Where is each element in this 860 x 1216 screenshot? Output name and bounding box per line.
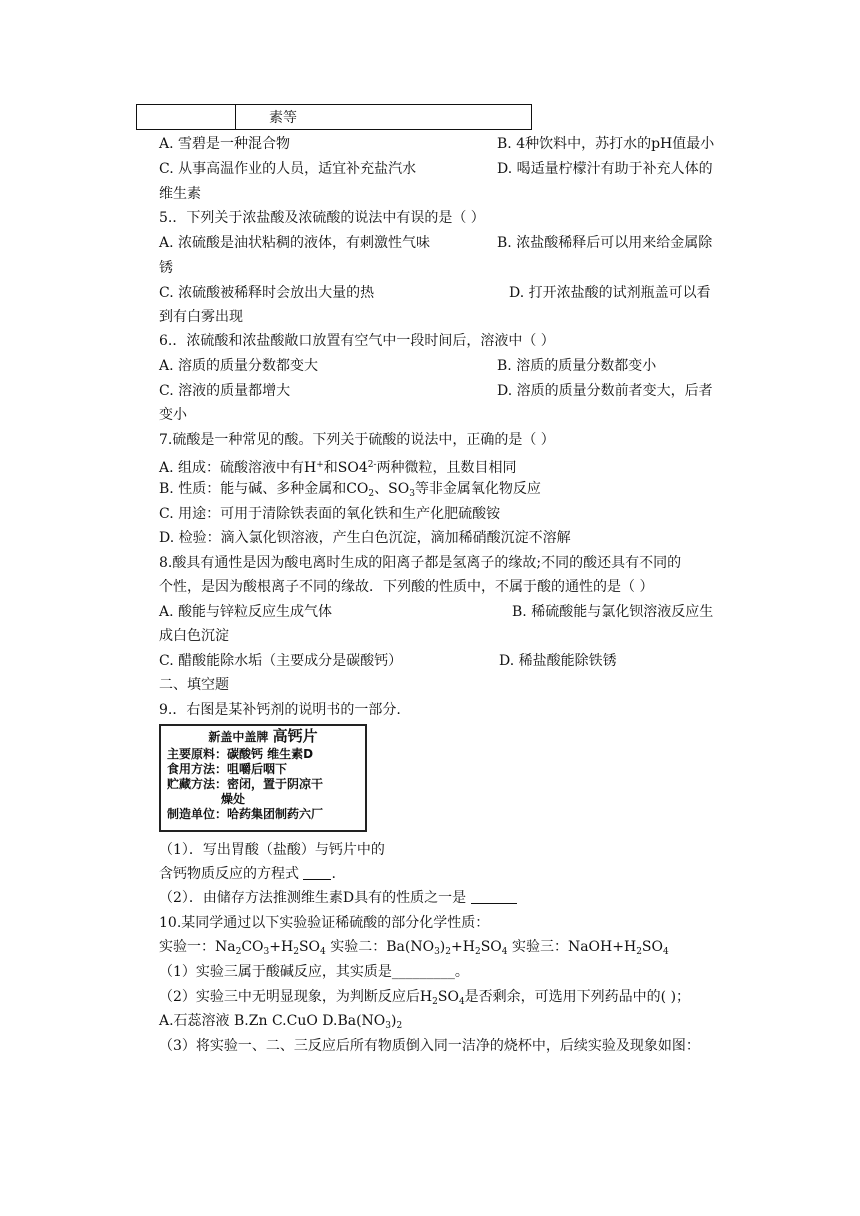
label-row-ingredients: 主要原料：碳酸钙 维生素D	[167, 747, 314, 761]
q4-option-d-cont: 维生素	[159, 186, 201, 202]
q9-part1-line1: （1）．写出胃酸（盐酸）与钙片中的	[159, 842, 385, 858]
answer-blank[interactable]	[303, 865, 331, 880]
q5-option-d: D. 打开浓盐酸的试剂瓶盖可以看	[509, 285, 711, 301]
q8-option-d: D. 稀盐酸能除铁锈	[499, 653, 617, 669]
label-row-storage: 贮藏方法：密闭，置于阴凉干	[167, 777, 324, 791]
q9-stem: 9.．右图是某补钙剂的说明书的一部分.	[159, 702, 401, 718]
label-row-usage: 食用方法：咀嚼后咽下	[167, 762, 288, 776]
q7-option-a: A. 组成：硫酸溶液中有H+和$SO4^{2-}$两种微粒，且数目相同	[159, 460, 517, 476]
q5-option-a: A. 浓硫酸是油状粘稠的液体，有刺激性气味	[159, 235, 431, 251]
q8-option-a: A. 酸能与锌粒反应生成气体	[159, 604, 333, 620]
q9-part1-line2: 含钙物质反应的方程式 .	[159, 866, 336, 882]
q8-option-b-cont: 成白色沉淀	[159, 628, 229, 644]
q5-option-b: B. 浓盐酸稀释后可以用来给金属除	[497, 235, 713, 251]
q7-stem: 7.硫酸是一种常见的酸。下列关于硫酸的说法中，正确的是（ ）	[159, 432, 555, 448]
q9-part2: （2）．由储存方法推测维生素D具有的性质之一是	[159, 888, 517, 908]
q7-option-b: B. 性质：能与碱、多种金属和$CO_2$、$SO_3$等非金属氧化物反应	[159, 481, 541, 499]
q6-option-c: C. 溶液的质量都增大	[159, 383, 291, 399]
label-row-storage-cont: 燥处	[221, 792, 246, 806]
q4-option-d: D. 喝适量柠檬汁有助于补充人体的	[497, 161, 713, 177]
q8-option-b: B. 稀硫酸能与氯化钡溶液反应生	[512, 604, 714, 620]
table-fragment	[136, 104, 532, 130]
q8-option-c: C. 醋酸能除水垢（主要成分是碳酸钙）	[159, 653, 403, 669]
q10-experiments: 实验一：$Na_2CO_3+H_2SO_4$ 实验二：$Ba(NO_3)_2+H_2SO_4$ 实验三：$NaOH+H_2SO_4$	[159, 939, 669, 957]
q7-option-d: D. 检验：滴入氯化钡溶液，产生白色沉淀，滴加稀硝酸沉淀不溶解	[159, 530, 571, 546]
q4-option-c: C. 从事高温作业的人员，适宜补充盐汽水	[159, 161, 417, 177]
q5-option-c: C. 浓硫酸被稀释时会放出大量的热	[159, 285, 375, 301]
q7-option-c: C. 用途：可用于清除铁表面的氧化铁和生产化肥硫酸铵	[159, 506, 501, 522]
q5-option-b-cont: 锈	[159, 260, 173, 276]
q10-stem: 10.某同学通过以下实验验证稀硫酸的部分化学性质：	[159, 915, 490, 931]
q5-stem: 5.．下列关于浓盐酸及浓硫酸的说法中有误的是（ ）	[159, 210, 485, 226]
section-heading: 二、填空题	[159, 677, 229, 693]
q5-option-d-cont: 到有白雾出现	[159, 309, 243, 325]
q6-option-b: B. 溶质的质量分数都变小	[497, 358, 657, 374]
q4-option-b: B. 4种饮料中，苏打水的pH值最小	[497, 136, 715, 152]
q4-option-a: A. 雪碧是一种混合物	[159, 136, 291, 152]
table-cell-text: 素等	[269, 110, 297, 126]
q6-stem: 6.．浓硫酸和浓盐酸敞口放置有空气中一段时间后，溶液中（ ）	[159, 333, 555, 349]
q10-part1: （1）实验三属于酸碱反应，其实质是_________。	[159, 964, 469, 980]
answer-blank[interactable]	[471, 889, 517, 904]
q6-option-a: A. 溶质的质量分数都变大	[159, 358, 319, 374]
table-divider	[235, 105, 236, 129]
q8-stem-1: 8.酸具有通性是因为酸电离时生成的阳离子都是氢离子的缘故;不同的酸还具有不同的	[159, 555, 682, 571]
q10-part3: （3）将实验一、二、三反应后所有物质倒入同一洁净的烧杯中，后续实验及现象如图：	[159, 1038, 700, 1054]
supplement-label-image	[159, 724, 367, 832]
q6-option-d-cont: 变小	[159, 407, 187, 423]
label-row-maker: 制造单位：哈药集团制药六厂	[167, 807, 324, 821]
q8-stem-2: 个性，是因为酸根离子不同的缘故．下列酸的性质中，不属于酸的通性的是（ ）	[159, 579, 654, 595]
q6-option-d: D. 溶质的质量分数前者变大，后者	[497, 383, 713, 399]
q10-part2: （2）实验三中无明显现象，为判断反应后$H_2SO_4$是否剩余，可选用下列药品中的( )；	[159, 989, 691, 1007]
label-brand: 新盖中盖牌 高钙片	[208, 727, 318, 745]
q10-part2-options: A.石蕊溶液 B.Zn C.CuO $D.Ba(NO_3)_2$	[159, 1013, 403, 1031]
